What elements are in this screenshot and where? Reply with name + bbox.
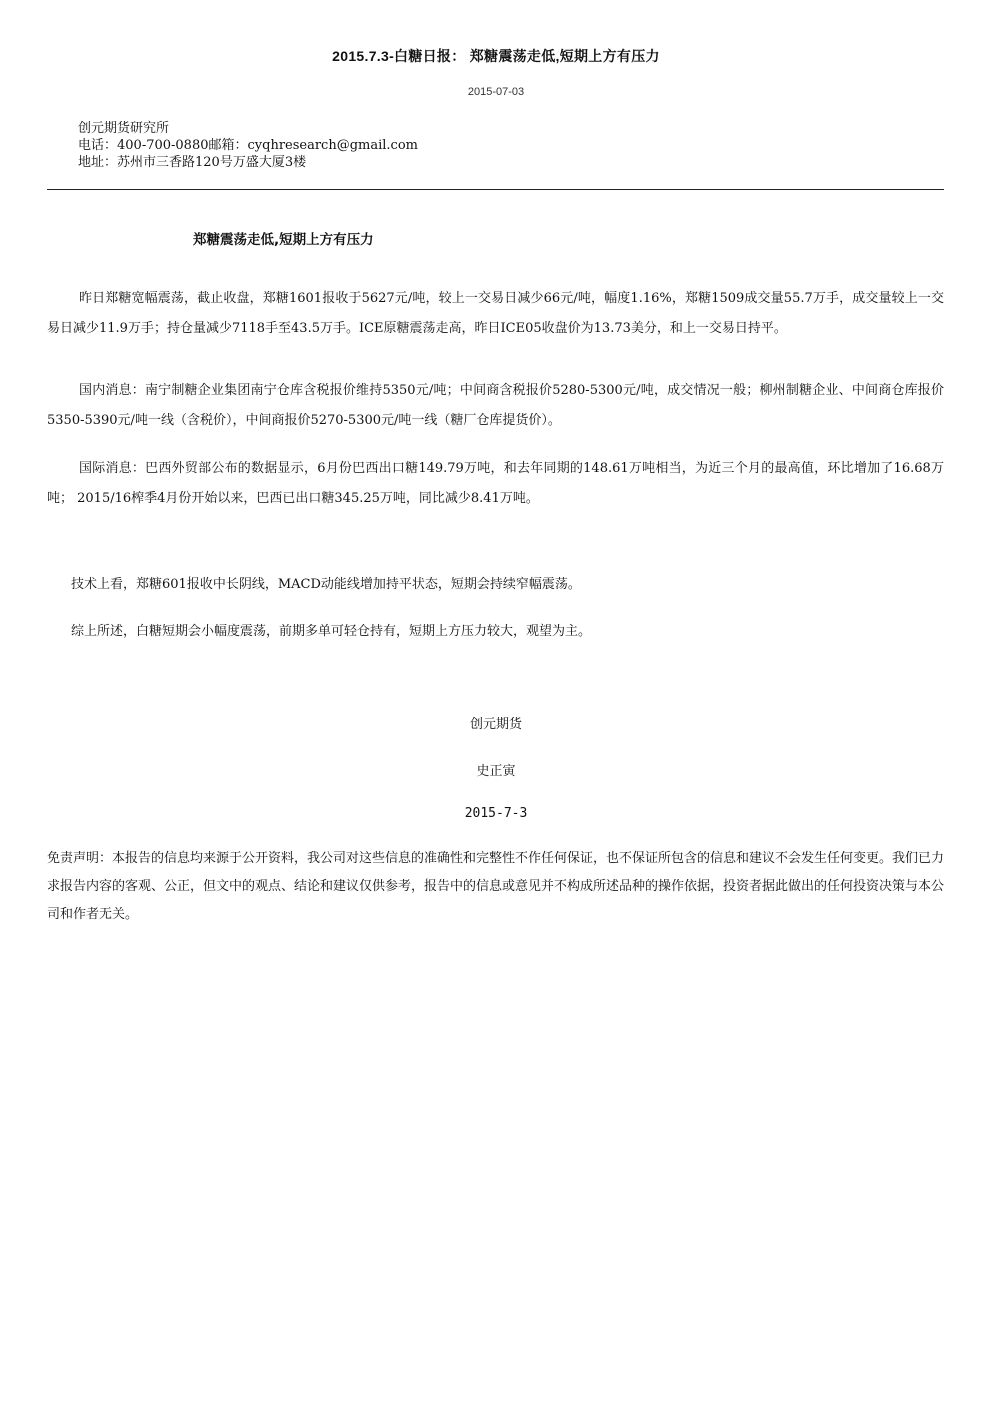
disclaimer-text: 免责声明：本报告的信息均来源于公开资料，我公司对这些信息的准确性和完整性不作任何保证，也不保证所包含的信息和建议不会发生任何变更。我们已力求报告内容的客观、公正，但文中的观点、结论和建议仅供参考，报告中的信息或意见并不构成所述品种的操作依据，投资者据此做出的任何投资决策与本公司和作者无关。 (47, 851, 945, 922)
paragraph-market-review: 昨日郑糖宽幅震荡，截止收盘，郑糖1601报收于5627元/吨，较上一交易日减少66元/吨，幅度1.16%，郑糖1509成交量55.7万手，成交量较上一交易日减少11.9万手；持仓量减少7118手至43.5万手。ICE原糖震荡走高，昨日ICE05收盘价为13.73美分，和上一交易日持平。 (47, 291, 944, 336)
organization-contact: 电话：400-700-0880邮箱：cyqhresearch@gmail.com (78, 138, 418, 153)
paragraph-international-news: 国际消息：巴西外贸部公布的数据显示，6月份巴西出口糖149.79万吨，和去年同期的148.61万吨相当，为近三个月的最高值，环比增加了16.68万吨； 2015/16榨季4月份开始以来，巴西已出口糖345.25万吨，同比减少8.41万吨。 (47, 461, 944, 506)
signature-date: 2015-7-3 (464, 806, 528, 821)
report-title: 2015.7.3-白糖日报： 郑糖震荡走低,短期上方有压力 (332, 48, 660, 64)
organization-name: 创元期货研究所 (78, 121, 170, 136)
signature-company: 创元期货 (469, 717, 522, 732)
signature-author: 史正寅 (476, 764, 516, 779)
paragraph-technical-analysis: 技术上看，郑糖601报收中长阴线，MACD动能线增加持平状态，短期会持续窄幅震荡。 (71, 577, 581, 592)
paragraph-conclusion: 综上所述，白糖短期会小幅度震荡，前期多单可轻仓持有，短期上方压力较大，观望为主。 (71, 624, 592, 639)
header-divider (47, 189, 944, 190)
paragraph-domestic-news: 国内消息：南宁制糖企业集团南宁仓库含税报价维持5350元/吨；中间商含税报价5280-5300元/吨，成交情况一般；柳州制糖企业、中间商仓库报价5350-5390元/吨一线（含税价），中间商报价5270-5300元/吨一线（糖厂仓库提货价）。 (47, 383, 944, 428)
report-date: 2015-07-03 (467, 86, 525, 98)
organization-info (78, 120, 418, 171)
article-title: 郑糖震荡走低,短期上方有压力 (193, 232, 374, 248)
organization-address: 地址：苏州市三香路120号万盛大厦3楼 (78, 155, 307, 170)
